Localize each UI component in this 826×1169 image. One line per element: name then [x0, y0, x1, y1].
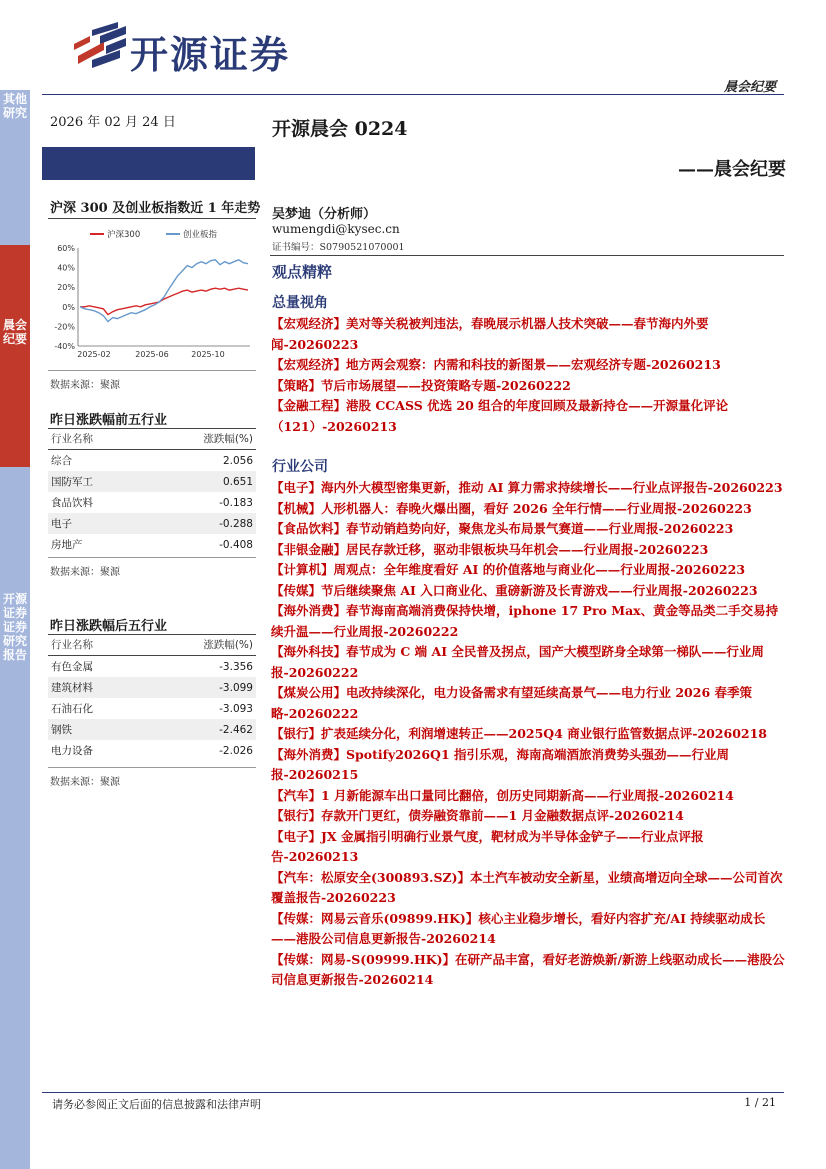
legend-label: 沪深300 [107, 230, 141, 240]
list-item[interactable]: 【传媒：网易云音乐(09899.HK)】核心主业稳步增长，看好内容扩充/AI 持续驱动成长——港股公司信息更新报告-20260214 [271, 910, 766, 946]
y-tick-label: -20% [54, 322, 75, 332]
industry-name: 电力设备 [51, 745, 93, 757]
list-item[interactable]: 【海外消费】Spotify2026Q1 指引乐观，海南高端酒旅消费势头强劲——行业周报-20260215 [271, 746, 729, 782]
list-item[interactable]: 【宏观经济】美对等关税被判违法，春晚展示机器人技术突破——春节海内外要闻-20260223 [271, 316, 709, 352]
industry-name: 钢铁 [48, 719, 144, 740]
table-row [48, 534, 256, 555]
list-item[interactable]: 【计算机】周观点：全年维度看好 AI 的价值落地与商业化——行业周报-20260223 [271, 562, 746, 577]
list-item[interactable]: 【汽车】1 月新能源车出口量同比翻倍，创历史同期新高——行业周报-20260214 [271, 787, 734, 803]
list-item[interactable]: 【传媒：网易-S(09999.HK)】在研产品丰富，看好老游焕新/新游上线驱动成长——港股公司信息更新报告-20260214 [271, 951, 785, 987]
report-date: 2026 年 02 月 24 日 [50, 115, 176, 130]
y-tick-label: 60% [57, 244, 75, 253]
x-tick-label: 2025-02 [77, 350, 111, 359]
highlights-heading: 观点精粹 [272, 263, 333, 281]
col-industry: 行业名称 [48, 428, 144, 450]
list-item[interactable]: 【宏观经济】地方两会观察：内需和科技的新图景——宏观经济专题-20260213 [271, 357, 721, 372]
header-tag: 晨会纪要 [723, 80, 776, 95]
industry-name: 房地产 [51, 539, 83, 551]
table-row [48, 471, 256, 492]
col-change: 涨跌幅(%) [144, 634, 256, 656]
industry-change: 0.651 [144, 471, 256, 492]
x-tick-label: 2025-06 [135, 350, 169, 359]
chart-title: 沪深 300 及创业板指数近 1 年走势 [50, 201, 261, 216]
top-industries-source: 数据来源：聚源 [50, 567, 120, 578]
chart-source: 数据来源：聚源 [50, 380, 120, 391]
industry-heading: 行业公司 [272, 459, 328, 475]
x-tick-label: 2025-10 [191, 350, 225, 359]
footer-divider [42, 1092, 784, 1093]
industry-name: 综合 [51, 455, 72, 467]
industry-change: -3.356 [219, 660, 253, 673]
table-row [48, 677, 256, 698]
industry-change: -2.026 [219, 744, 253, 757]
table-row [48, 450, 256, 472]
industry-change: -3.093 [219, 702, 253, 715]
industry-change: -0.288 [144, 513, 256, 534]
strip-label-top: 其他研究 [2, 92, 27, 120]
list-item[interactable]: 【电子】海内外大模型密集更新，推动 AI 算力需求持续增长——行业点评报告-20260223 [271, 480, 783, 495]
page-number: 1 / 21 [744, 1096, 776, 1109]
table-row [48, 656, 256, 678]
overview-list [271, 314, 787, 437]
list-item[interactable]: 【银行】存款开门更红，债券融资靠前——1 月金融数据点评-20260214 [271, 808, 684, 823]
col-industry: 行业名称 [48, 634, 144, 656]
bottom-industries-source: 数据来源：聚源 [50, 777, 120, 788]
list-item[interactable]: 【海外消费】春节海南高端消费保持快增，iphone 17 Pro Max、黄金等品类二手交易持续升温——行业周报-20260222 [271, 603, 779, 639]
col-change: 涨跌幅(%) [144, 428, 256, 450]
list-item[interactable]: 【食品饮料】春节动销趋势向好，聚焦龙头布局景气赛道——行业周报-20260223 [271, 521, 734, 536]
y-tick-label: 20% [57, 283, 75, 293]
top-industries-bottom-rule [48, 557, 256, 558]
strip-label-middle: 晨会纪要 [2, 318, 27, 346]
table-row [48, 740, 256, 761]
chart-bottom-rule [48, 370, 256, 371]
footer-disclaimer: 请务必参阅正文后面的信息披露和法律声明 [52, 1098, 261, 1111]
side-strip-highlight [0, 245, 30, 467]
industry-name: 石油石化 [51, 703, 93, 715]
industry-list [271, 478, 787, 991]
analyst-email[interactable]: wumengdi@kysec.cn [272, 222, 400, 236]
list-item[interactable]: 【非银金融】居民存款迁移，驱动非银板块马年机会——行业周报-20260223 [271, 541, 709, 557]
industry-change: -0.408 [219, 538, 253, 551]
industry-name: 有色金属 [51, 661, 93, 673]
top-industries-table [48, 428, 256, 555]
list-item[interactable]: 【机械】人形机器人：春晚火爆出圈，看好 2026 全年行情——行业周报-20260223 [271, 500, 752, 516]
page-title: 开源晨会 0224 [272, 118, 408, 140]
industry-name: 电子 [48, 513, 144, 534]
header-divider [42, 94, 784, 95]
company-logo-icon [74, 22, 128, 70]
side-title-bar [42, 147, 255, 180]
industry-change: -0.183 [219, 496, 253, 509]
analyst-name: 吴梦迪（分析师） [272, 207, 377, 222]
y-tick-label: 40% [57, 263, 75, 273]
strip-label-bottom: 开源证券 证券研究报告 [2, 592, 27, 662]
list-item[interactable]: 【银行】扩表延续分化，利润增速转正——2025Q4 商业银行监管数据点评-20260218 [271, 726, 767, 741]
industry-change: 2.056 [222, 454, 253, 467]
table-row [48, 492, 256, 513]
page-subtitle: ——晨会纪要 [678, 159, 786, 180]
industry-name: 食品饮料 [51, 497, 93, 509]
analyst-rule [270, 255, 784, 256]
bottom-industries-table [48, 634, 256, 761]
y-tick-label: 0% [62, 302, 75, 312]
bottom-industries-bottom-rule [48, 767, 256, 768]
bottom-industries-title: 昨日涨跌幅后五行业 [50, 619, 168, 634]
industry-name: 国防军工 [48, 471, 144, 492]
list-item[interactable]: 【金融工程】港股 CCASS 优选 20 组合的年度回顾及最新持仓——开源量化评论（121）-20260213 [271, 398, 729, 434]
company-name: 开源证券 [130, 33, 291, 77]
list-item[interactable]: 【策略】节后市场展望——投资策略专题-20260222 [271, 377, 571, 393]
industry-name: 建筑材料 [48, 677, 144, 698]
table-row [48, 719, 256, 740]
list-item[interactable]: 【传媒】节后继续聚焦 AI 入口商业化、重磅新游及长青游戏——行业周报-20260223 [271, 582, 758, 598]
y-tick-label: -40% [54, 342, 75, 351]
list-item[interactable]: 【煤炭公用】电改持续深化，电力设备需求有望延续高景气——电力行业 2026 春季策略-20260222 [271, 685, 752, 721]
index-chart [48, 224, 256, 370]
industry-change: -3.099 [144, 677, 256, 698]
series-line-hs300 [80, 288, 248, 314]
chart-title-rule [48, 218, 256, 219]
list-item[interactable]: 【汽车：松原安全(300893.SZ)】本土汽车被动安全新星，业绩高增迈向全球——公司首次覆盖报告-20260223 [271, 869, 783, 905]
top-industries-title: 昨日涨跌幅前五行业 [50, 413, 168, 428]
list-item[interactable]: 【电子】JX 金属指引明确行业景气度，靶材成为半导体金铲子——行业点评报告-20260213 [271, 828, 704, 864]
index-chart-svg [48, 224, 256, 370]
table-row [48, 513, 256, 534]
overview-heading: 总量视角 [272, 295, 328, 311]
analyst-cert: 证书编号：S0790521070001 [272, 242, 405, 253]
table-row [48, 698, 256, 719]
legend-label: 创业板指 [183, 230, 218, 240]
list-item[interactable]: 【海外科技】春节成为 C 端 AI 全民普及拐点，国产大模型跻身全球第一梯队——行业周报-20260222 [271, 644, 764, 680]
industry-change: -2.462 [144, 719, 256, 740]
